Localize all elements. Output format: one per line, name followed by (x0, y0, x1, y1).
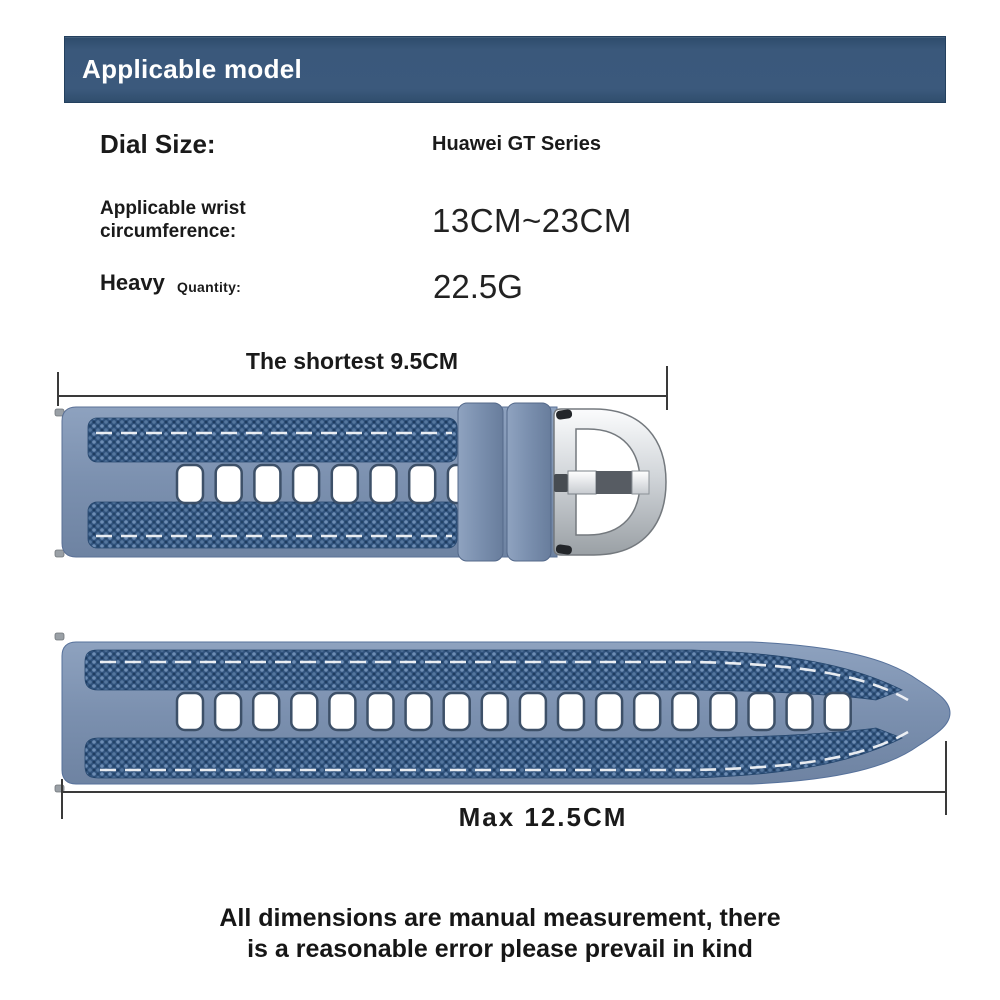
strap-hole (293, 465, 319, 503)
dial-size-label: Dial Size: (100, 129, 216, 159)
wrist-circumference-label (100, 197, 246, 243)
strap-hole (254, 465, 280, 503)
strap-hole (634, 693, 660, 730)
dimension-tick-max-left (61, 779, 63, 819)
strap-hole (710, 693, 736, 730)
strap-hole (371, 465, 397, 503)
strap-hole (482, 693, 508, 730)
long-strap-image (52, 628, 962, 803)
wrist-circumference-label-line2: circumference: (100, 221, 237, 242)
strap-hole (332, 465, 358, 503)
dimension-line-shortest (58, 395, 668, 397)
weight-value: 22.5G (433, 268, 523, 305)
disclaimer-line2: is a reasonable error please prevail in kind (247, 935, 753, 963)
strap-hole (787, 693, 813, 730)
strap-hole (177, 693, 203, 730)
strap-hole (596, 693, 622, 730)
strap-hole (444, 693, 470, 730)
strap-hole (672, 693, 698, 730)
buckle-tongue (554, 471, 649, 494)
long-strap-caption: Max 12.5CM (458, 802, 628, 832)
wrist-circumference-label-line1: Applicable wrist (100, 198, 246, 219)
weight-label: Heavy (100, 270, 165, 295)
section-header-banner (64, 36, 946, 103)
strap-hole (253, 693, 279, 730)
dimension-tick-max-right (945, 741, 947, 815)
strap-hole (825, 693, 851, 730)
disclaimer-line1: All dimensions are manual measurement, there (219, 904, 781, 932)
weight-sublabel: Quantity: (177, 279, 242, 295)
strap-hole (368, 693, 394, 730)
section-title: Applicable model (82, 54, 303, 84)
strap-hole (558, 693, 584, 730)
short-strap-image (52, 400, 680, 570)
strap-hole (520, 693, 546, 730)
short-strap-caption: The shortest 9.5CM (245, 348, 459, 374)
disclaimer (0, 903, 1000, 965)
dial-size-value: Huawei GT Series (432, 133, 601, 155)
strap-hole (215, 693, 241, 730)
dimension-line-max (62, 791, 947, 793)
strap-hole (216, 465, 242, 503)
strap-hole (749, 693, 775, 730)
wrist-circumference-value: 13CM~23CM (432, 202, 632, 239)
strap-hole (409, 465, 435, 503)
strap-hole (177, 465, 203, 503)
strap-hole (291, 693, 317, 730)
strap-hole (329, 693, 355, 730)
buckle (554, 409, 666, 555)
strap-hole (406, 693, 432, 730)
